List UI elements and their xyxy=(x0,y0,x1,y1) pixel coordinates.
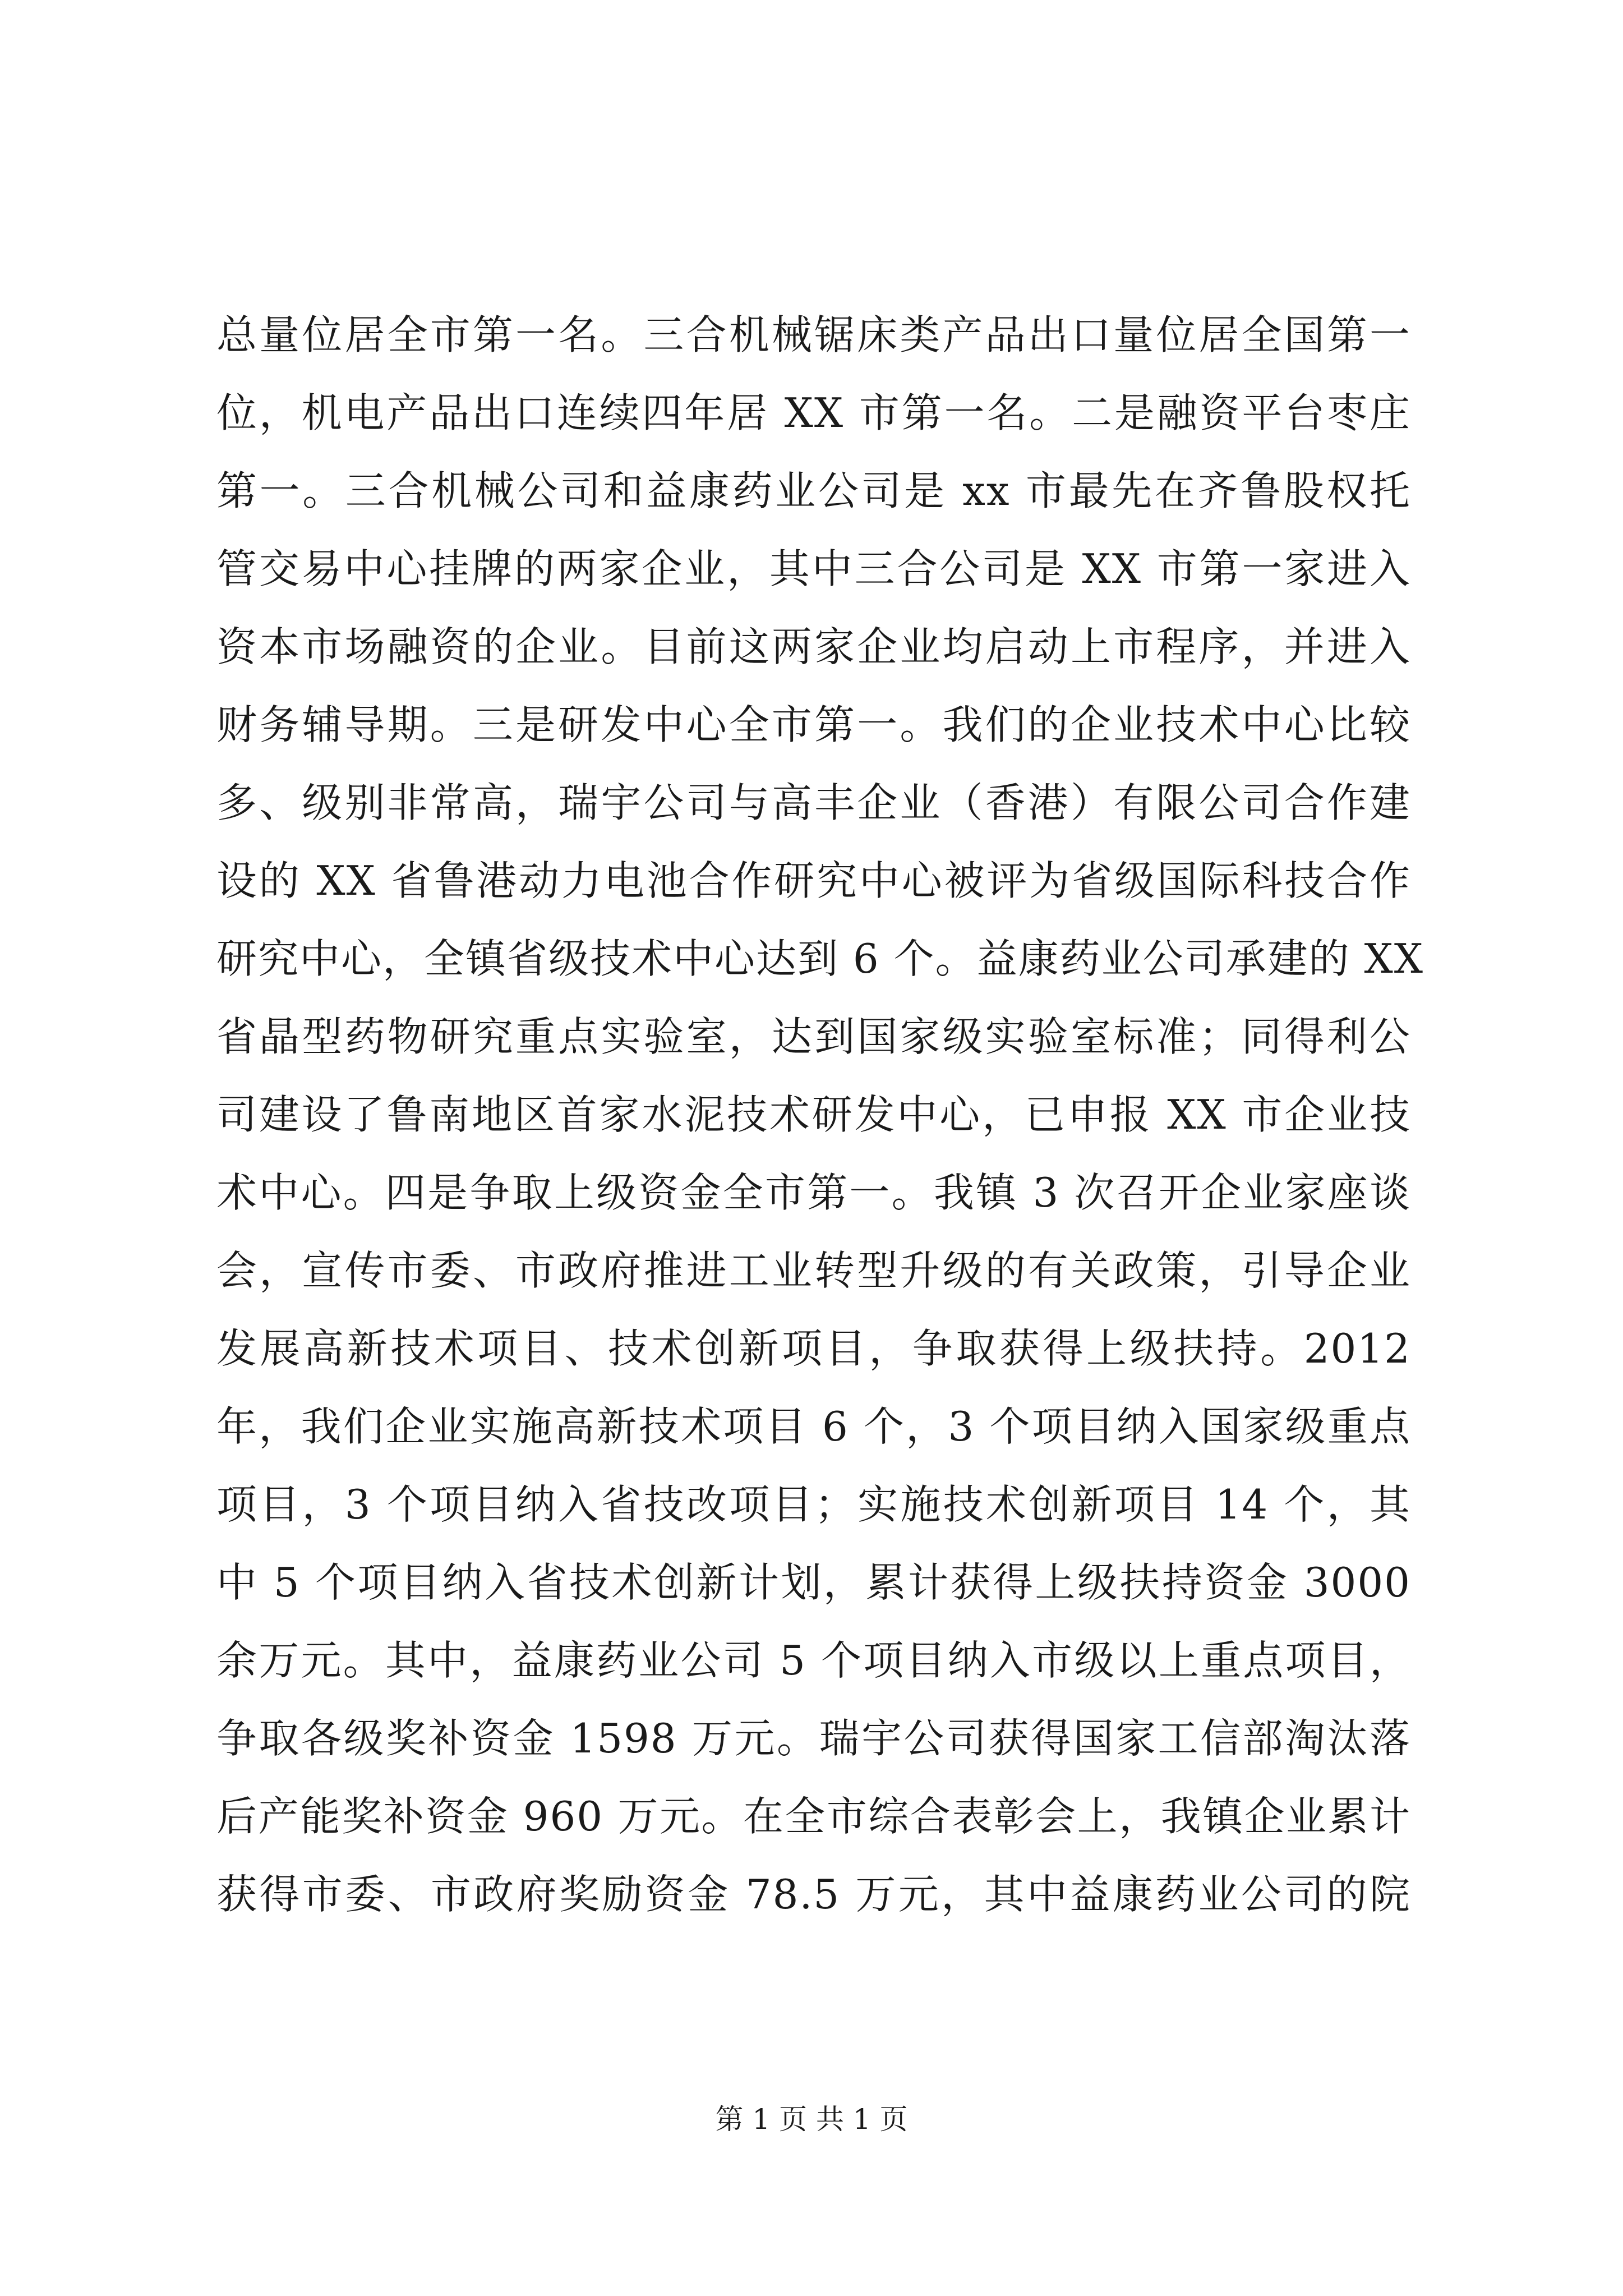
text-line: 管交易中心挂牌的两家企业，其中三合公司是 XX 市第一家进入 xyxy=(216,545,1411,592)
text-line: 第一。三合机械公司和益康药业公司是 xx 市最先在齐鲁股权托 xyxy=(216,467,1411,514)
page-footer xyxy=(0,2102,1623,2136)
text-line: 位，机电产品出口连续四年居 XX 市第一名。二是融资平台枣庄 xyxy=(216,389,1411,436)
text-line: 会，宣传市委、市政府推进工业转型升级的有关政策，引导企业 xyxy=(216,1247,1411,1294)
text-line: 资本市场融资的企业。目前这两家企业均启动上市程序，并进入 xyxy=(216,623,1411,670)
body-text xyxy=(216,296,1424,1934)
text-line: 设的 XX 省鲁港动力电池合作研究中心被评为省级国际科技合作 xyxy=(216,857,1411,904)
text-line: 获得市委、市政府奖励资金 78.5 万元，其中益康药业公司的院 xyxy=(216,1871,1411,1918)
page-number-label: 第 1 页 共 1 页 xyxy=(715,2103,908,2136)
text-line: 术中心。四是争取上级资金全市第一。我镇 3 次召开企业家座谈 xyxy=(216,1169,1411,1216)
text-line: 研究中心，全镇省级技术中心达到 6 个。益康药业公司承建的 XX xyxy=(216,935,1424,982)
text-line: 发展高新技术项目、技术创新项目，争取获得上级扶持。2012 xyxy=(216,1325,1411,1372)
text-line: 财务辅导期。三是研发中心全市第一。我们的企业技术中心比较 xyxy=(216,701,1411,748)
text-line: 省晶型药物研究重点实验室，达到国家级实验室标准；同得利公 xyxy=(216,1013,1411,1060)
text-line: 项目，3 个项目纳入省技改项目；实施技术创新项目 14 个，其 xyxy=(216,1481,1411,1528)
text-line: 争取各级奖补资金 1598 万元。瑞宇公司获得国家工信部淘汰落 xyxy=(216,1715,1411,1762)
text-line: 中 5 个项目纳入省技术创新计划，累计获得上级扶持资金 3000 xyxy=(216,1559,1411,1606)
text-line: 司建设了鲁南地区首家水泥技术研发中心，已申报 XX 市企业技 xyxy=(216,1091,1411,1138)
text-line: 总量位居全市第一名。三合机械锯床类产品出口量位居全国第一 xyxy=(216,311,1411,358)
text-line: 余万元。其中，益康药业公司 5 个项目纳入市级以上重点项目， xyxy=(216,1637,1411,1684)
text-line: 后产能奖补资金 960 万元。在全市综合表彰会上，我镇企业累计 xyxy=(216,1793,1411,1840)
text-line: 多、级别非常高，瑞宇公司与高丰企业（香港）有限公司合作建 xyxy=(216,779,1411,826)
text-line: 年，我们企业实施高新技术项目 6 个，3 个项目纳入国家级重点 xyxy=(216,1403,1411,1450)
